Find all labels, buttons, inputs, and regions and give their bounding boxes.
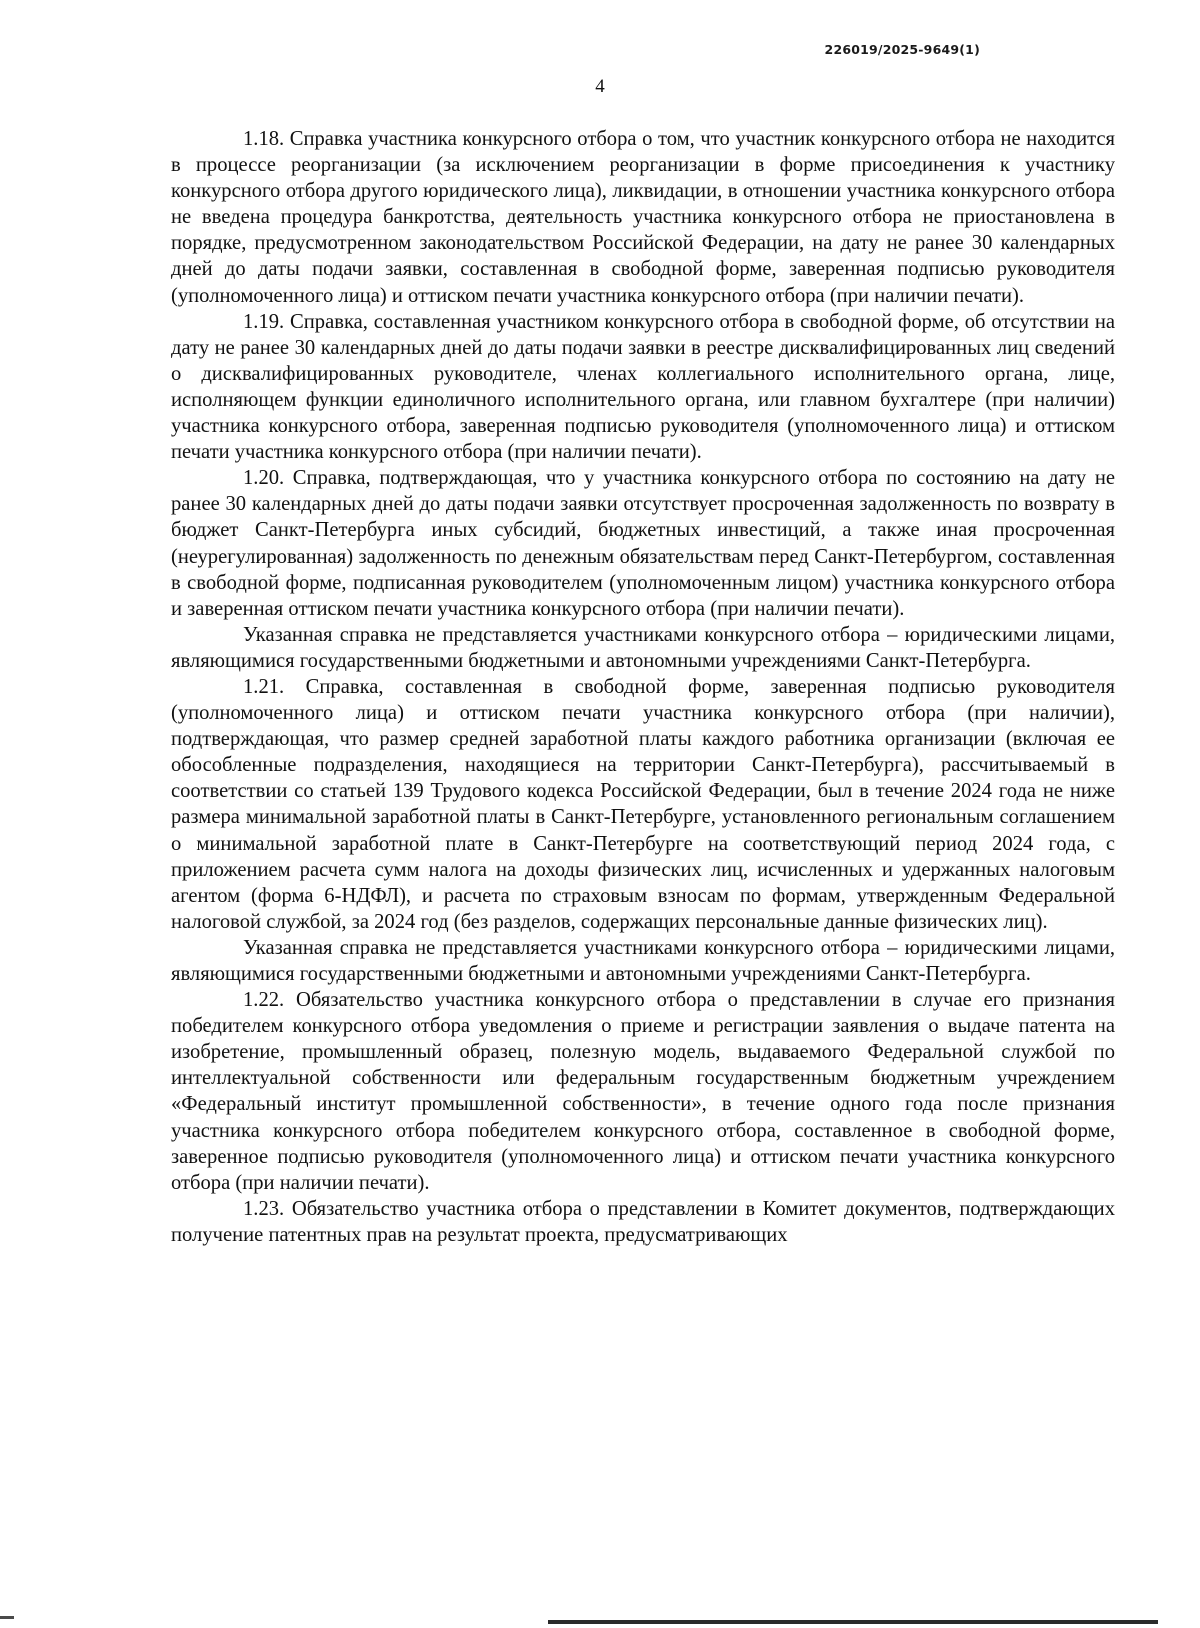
paragraph-1-22: 1.22. Обязательство участника конкурсного отбора о представлении в случае его признания победителем конкурсного отбора уведомления о приеме и регистрации заявления о выдаче патента на изобретение, промышленный образец, полезную модель, выдаваемого Федеральной службой по интеллектуальной собственности или федеральным государственным бюджетным учреждением «Федеральный институт промышленной собственности», в течение одного года после признания участника конкурсного отбора победителем конкурсного отбора, составленное в свободной форме, заверенное подписью руководителя (уполномоченного лица) и оттиском печати участника конкурсного отбора (при наличии печати). — [171, 989, 1115, 1194]
paragraph-1-20: 1.20. Справка, подтверждающая, что у участника конкурсного отбора по состоянию на дату не ранее 30 календарных дней до даты подачи заявки отсутствует просроченная задолженность по возврату в бюджет Санкт-Петербурга иных субсидий, бюджетных инвестиций, а также иная просроченная (неурегулированная) задолженность по денежным обязательствам перед Санкт-Петербургом, составленная в свободной форме, подписанная руководителем (уполномоченным лицом) участника конкурсного отбора и заверенная оттиском печати участника конкурсного отбора (при наличии печати). — [171, 467, 1115, 620]
document-registration-number: 226019/2025-9649(1) — [824, 42, 980, 57]
paragraph-1-18: 1.18. Справка участника конкурсного отбора о том, что участник конкурсного отбора не находится в процессе реорганизации (за исключением реорганизации в форме присоединения к участнику конкурсного отбора другого юридического лица), ликвидации, в отношении участника конкурсного отбора не введена процедура банкротства, деятельность участника конкурсного отбора не приостановлена в порядке, предусмотренном законодательством Российской Федерации, на дату не ранее 30 календарных дней до даты подачи заявки, составленная в свободной форме, заверенная подписью руководителя (уполномоченного лица) и оттиском печати участника конкурсного отбора (при наличии печати). — [171, 128, 1115, 307]
paragraph-1-21: 1.21. Справка, составленная в свободной форме, заверенная подписью руководителя (уполномоченного лица) и оттиском печати участника конкурсного отбора (при наличии), подтверждающая, что размер средней заработной платы каждого работника организации (включая ее обособленные подразделения, находящиеся на территории Санкт-Петербурга), рассчитываемый в соответствии со статьей 139 Трудового кодекса Российской Федерации, был в течение 2024 года не ниже размера минимальной заработной платы в Санкт-Петербурге, установленного региональным соглашением о минимальной заработной плате в Санкт-Петербурге на соответствующий период 2024 года, с приложением расчета сумм налога на доходы физических лиц, исчисленных и удержанных налоговым агентом (форма 6-НДФЛ), и расчета по страховым взносам по формам, утвержденным Федеральной налоговой службой, за 2024 год (без разделов, содержащих персональные данные физических лиц). — [171, 675, 1115, 933]
document-body — [171, 126, 1115, 1248]
paragraph-1-23: 1.23. Обязательство участника отбора о представлении в Комитет документов, подтверждающих получение патентных прав на результат проекта, предусматривающих — [171, 1197, 1115, 1246]
scan-edge-mark — [0, 1616, 14, 1619]
paragraph-1-19: 1.19. Справка, составленная участником конкурсного отбора в свободной форме, об отсутствии на дату не ранее 30 календарных дней до даты подачи заявки в реестре дисквалифицированных лиц сведений о дисквалифицированных руководителе, членах коллегиального исполнительного органа, лице, исполняющем функции единоличного исполнительного органа, или главном бухгалтере (при наличии) участника конкурсного отбора, заверенная подписью руководителя (уполномоченного лица) и оттиском печати участника конкурсного отбора (при наличии печати). — [171, 310, 1115, 464]
page-number: 4 — [595, 76, 605, 97]
scan-bottom-edge — [548, 1620, 1158, 1624]
paragraph-1-20-note: Указанная справка не представляется участниками конкурсного отбора – юридическими лицами, являющимися государственными бюджетными и автономными учреждениями Санкт-Петербурга. — [171, 623, 1115, 672]
paragraph-1-21-note: Указанная справка не представляется участниками конкурсного отбора – юридическими лицами, являющимися государственными бюджетными и автономными учреждениями Санкт-Петербурга. — [171, 936, 1115, 985]
